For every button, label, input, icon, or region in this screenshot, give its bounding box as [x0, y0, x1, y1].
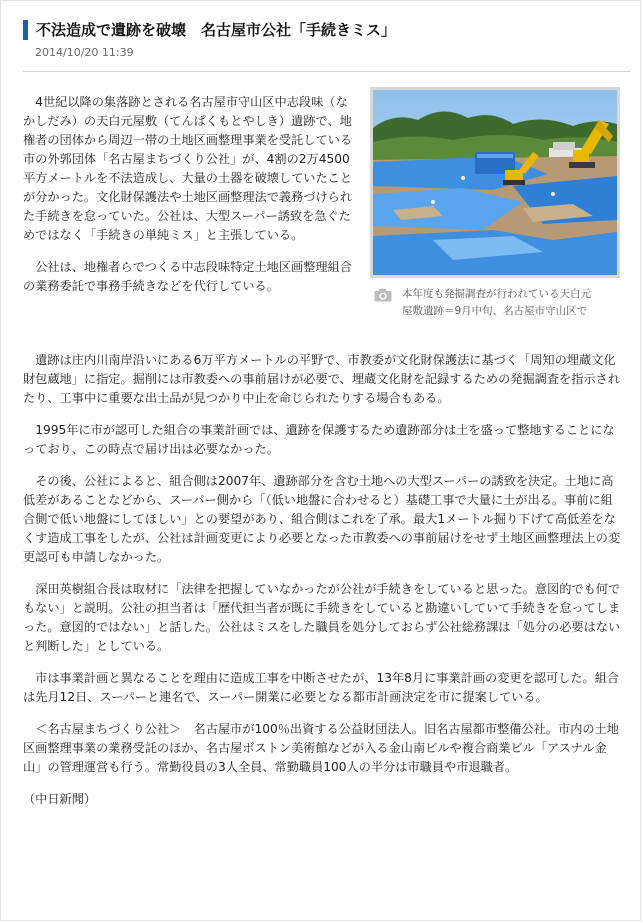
article-figure [370, 87, 620, 320]
article-paragraph: 公社は、地権者らでつくる中志段味特定土地区画整理組合の業務委託で事務手続きなどを代行している。 [23, 260, 352, 293]
article-date: 2014/10/20 11:39 [35, 46, 134, 59]
article-paragraph: 4世紀以降の集落跡とされる名古屋市守山区中志段味（なかしだみ）の天白元屋敷（てんぱくもとやしき）遺跡で、地権者の団体から周辺一帯の土地区画整理事業を受託している市の外郭団体「名古屋まちづくり公社」が、4割の2万4500平方メートルを不法造成し、大量の土器を破壊していたことが分かった。文化財保護法や土地区画整理法で義務づけられた手続きを怠っていた。公社は、大型スーパー誘致を急ぐためではなく「手続きの単純ミス」と主張している。 [23, 95, 353, 242]
article-paragraph: 遺跡は庄内川南岸沿いにある6万平方メートルの平野で、市教委が文化財保護法に基づく「周知の埋蔵文化財包蔵地」に指定。掘削には市教委への事前届けが必要で、埋蔵文化財を記録するための発掘調査を指示されたり、工事中に重要な出土品が見つかり中止を命じられたりする場合もある。 [23, 353, 620, 405]
article-paragraph: 1995年に市が認可した組合の事業計画では、遺跡を保護するため遺跡部分は土を盛って整地することになっており、この時点で届け出は必要なかった。 [23, 423, 615, 456]
header-divider [23, 71, 631, 72]
article-paragraph: 市は事業計画と異なることを理由に造成工事を中断させたが、13年8月に事業計画の変更を認可した。組合は先月12日、スーパーと連名で、スーパー開業に必要となる都市計画決定を市に提案している。 [23, 671, 620, 704]
article-body [23, 351, 623, 809]
article-title: 不法造成で遺跡を破壊 名古屋市公社「手続きミス」 [23, 20, 633, 40]
excavation-site-photo [373, 90, 617, 275]
caption-line: 本年度も発掘調査が行われている天白元 [402, 288, 591, 300]
article-paragraph: その後、公社によると、組合側は2007年、遺跡部分を含む土地への大型スーパーの誘致を決定。土地に高低差があることなどから、スーパー側から「（低い地盤に合わせると）基礎工事で大量に土が出る。事前に組合側で低い地盤にしてほしい」との要望があり、組合側はこれを了承。最大1メートル掘り下げて高低差をなくす造成工事をしたが、公社は計画変更により必要となった市教委への事前届けをせず土地区画整理法上の変更認可も申請しなかった。 [23, 474, 621, 564]
article-photo[interactable] [370, 87, 620, 278]
article-source: （中日新聞） [23, 792, 97, 806]
camera-icon [374, 288, 392, 302]
caption-line: 屋敷遺跡＝9月中旬、名古屋市守山区で [402, 305, 588, 317]
photo-caption [370, 286, 620, 320]
article-paragraph: ＜名古屋まちづくり公社＞ 名古屋市が100％出資する公益財団法人。旧名古屋都市整備公社。市内の土地区画整理事業の業務受託のほか、名古屋ボストン美術館などが入る金山南ビルや複合商業ビル「アスナル金山」の管理運営も行う。常勤役員の3人全員、常勤職員100人の半分は市職員や市退職者。 [23, 722, 619, 774]
article-header [23, 20, 633, 59]
article-body-beside-photo [23, 93, 359, 309]
article-paragraph: 深田英樹組合長は取材に「法律を把握していなかったが公社が手続きをしていると思った。意図的でも何でもない」と説明。公社の担当者は「歴代担当者が既に手続きをしていると勘違いしていて手続きを怠ってしまった。意図的ではない」と話した。公社はミスをした職員を処分しておらず公社総務課は「処分の必要はないと判断した」としている。 [23, 582, 621, 653]
